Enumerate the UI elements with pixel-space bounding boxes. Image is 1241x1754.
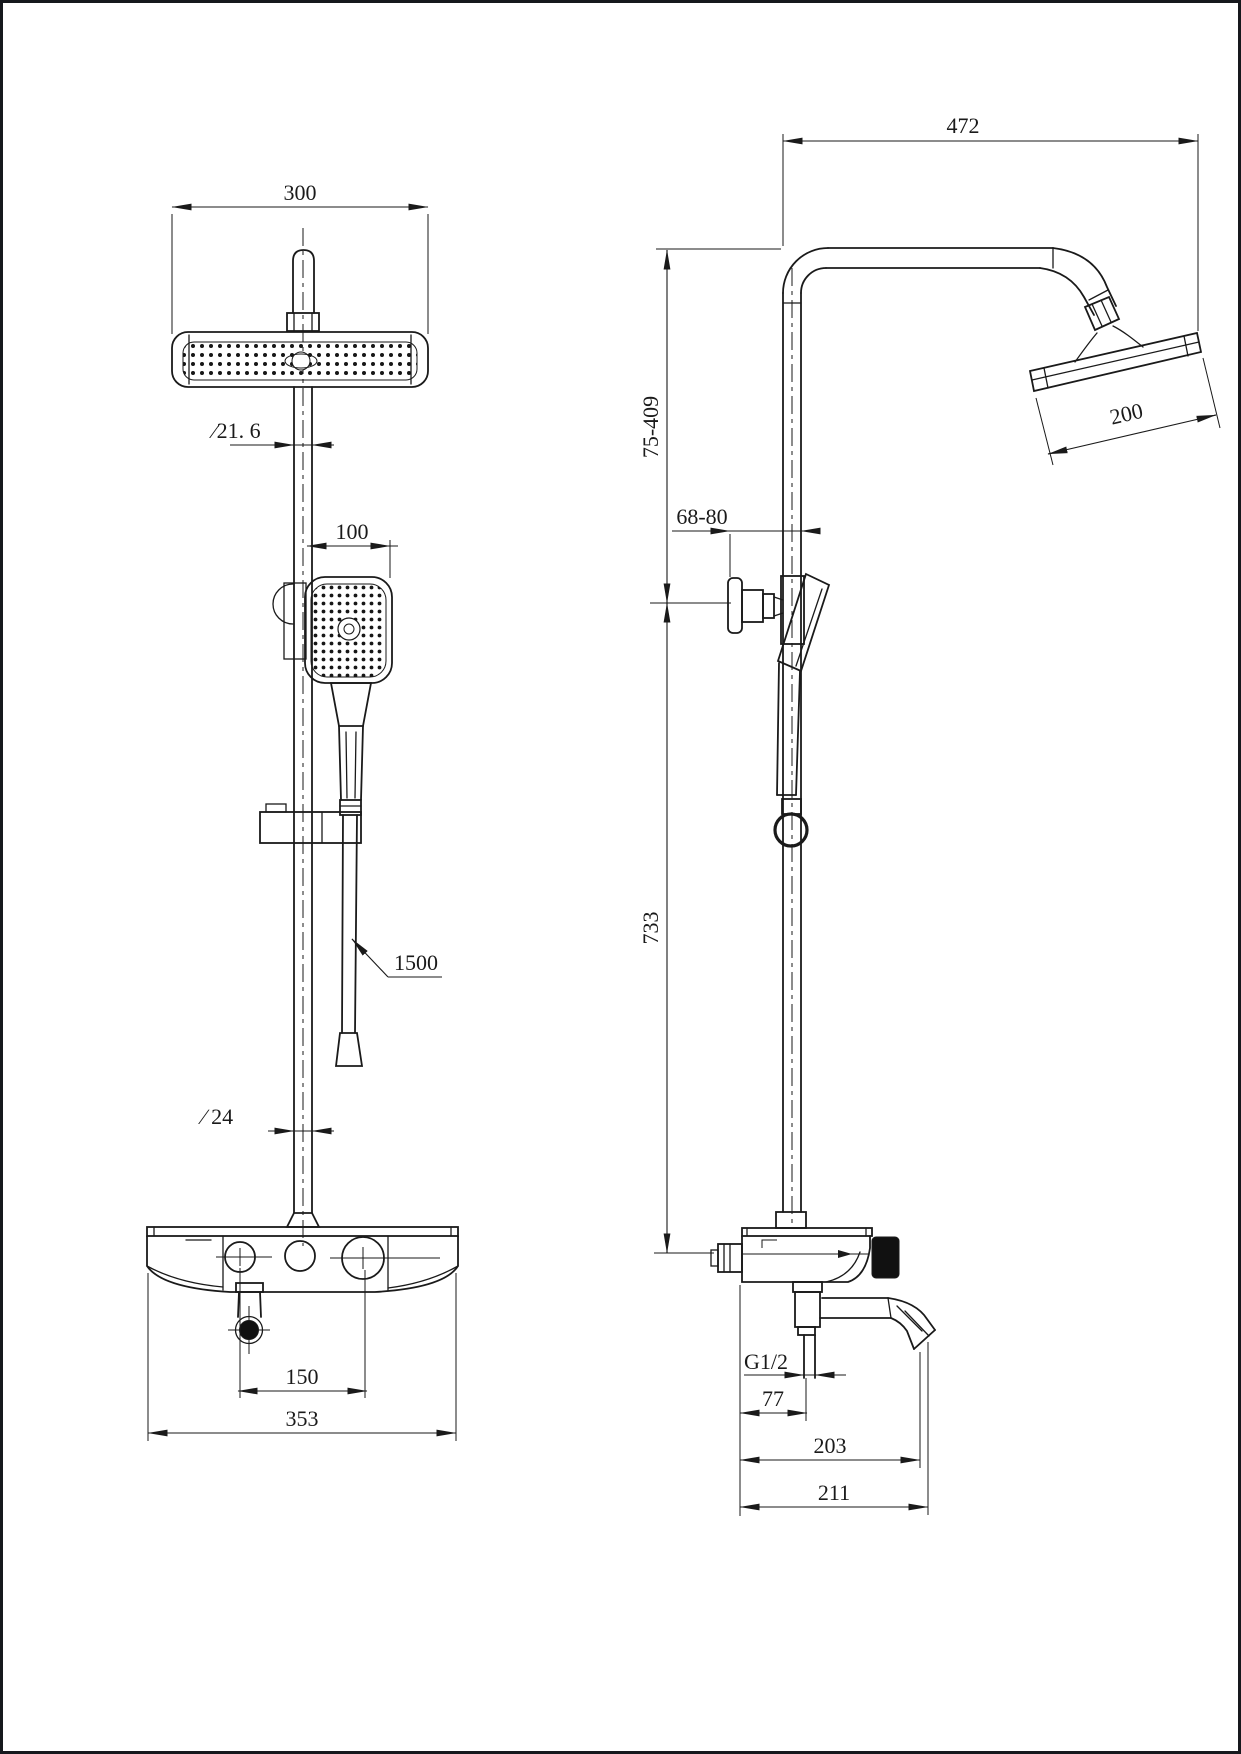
dim-label-75-409: 75-409 [638, 395, 663, 459]
dim-hose-1500 [352, 939, 442, 977]
dim-label-21-6: ∕21. 6 [213, 418, 261, 443]
dim-label-68-80: 68-80 [676, 504, 728, 529]
dim-arm-reach-472 [783, 113, 1198, 331]
dim-thread-g12 [744, 1349, 846, 1375]
dim-label-24: ∕ 24 [202, 1104, 234, 1129]
dim-label-g12: G1/2 [744, 1349, 788, 1374]
dim-bracket-depth-68-80 [672, 504, 819, 577]
dim-head-width-300 [172, 180, 428, 334]
dim-label-150: 150 [285, 1364, 319, 1389]
spout-outlet-front [240, 1321, 259, 1340]
dim-label-211: 211 [817, 1480, 851, 1505]
dim-column-dia-24 [198, 1104, 334, 1131]
dim-label-300: 300 [283, 180, 317, 205]
dim-height-range-75-409 [638, 249, 781, 603]
dim-label-203: 203 [813, 1433, 847, 1458]
dim-column-height-733 [638, 603, 731, 1253]
dim-label-472: 472 [946, 113, 980, 138]
hand-shower-front [273, 577, 392, 815]
dim-label-100: 100 [335, 519, 369, 544]
knob-middle-front [285, 1241, 315, 1271]
shower-column-side [783, 248, 1116, 1212]
dim-label-77: 77 [762, 1386, 784, 1411]
dim-label-200: 200 [1107, 397, 1146, 430]
slider-knob-side [775, 814, 807, 846]
dim-outlet-offset-77 [740, 1285, 807, 1516]
valve-body-side [711, 1212, 899, 1282]
front-view [147, 180, 458, 1441]
rain-shower-head-side [1030, 297, 1201, 391]
shower-hose-front [336, 815, 362, 1066]
dim-label-733: 733 [638, 911, 663, 945]
rain-shower-head-front [172, 332, 428, 387]
dim-hand-shower-100 [307, 519, 398, 578]
tub-spout-side [793, 1282, 935, 1421]
dim-body-width-353 [148, 1273, 456, 1441]
slider-holder-front [260, 804, 361, 843]
dim-head-depth-200 [1036, 358, 1220, 465]
dim-label-1500: 1500 [394, 950, 438, 975]
wall-bracket-side [728, 576, 804, 644]
dim-pipe-dia-21-6 [209, 418, 334, 445]
temperature-knob-side [872, 1237, 899, 1278]
side-view [638, 113, 1220, 1516]
dim-label-353: 353 [285, 1406, 319, 1431]
